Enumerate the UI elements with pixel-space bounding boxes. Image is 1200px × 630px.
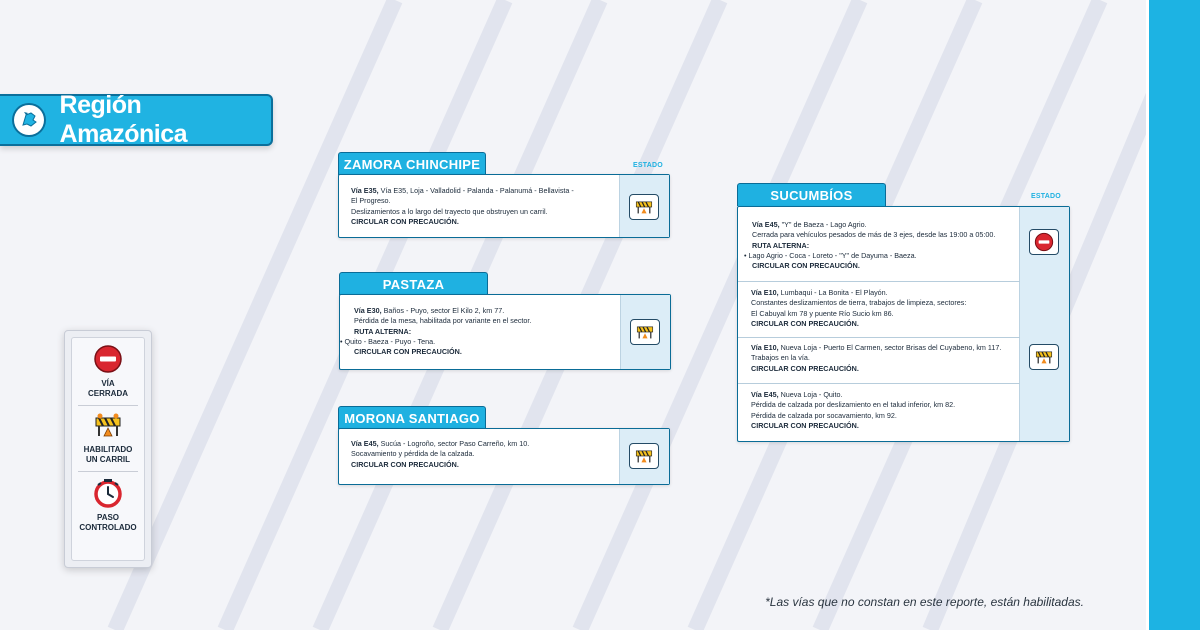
road-entry [744, 220, 996, 271]
status-legend [64, 330, 152, 568]
estado-label: ESTADO [1031, 193, 1061, 200]
entry-line-text: Constantes deslizamientos de tierra, trabajos de limpieza, sectores: [751, 298, 967, 308]
province-name-tab: MORONA SANTIAGO [338, 406, 486, 429]
entry-line-text: Pérdida de la mesa, habilitada por variante en el sector. [354, 316, 532, 326]
road-entry [351, 439, 529, 470]
province-name-tab: ZAMORA CHINCHIPE [338, 152, 486, 175]
legend-item-one-lane [78, 405, 138, 471]
entry-line-text: Lumbaqui - La Bonita - El Playón. [778, 288, 888, 297]
entry-line-text: Vía E35, Loja - Valladolid - Palanda - Palanumá - Bellavista - [378, 186, 574, 195]
province-entries-box [737, 206, 1070, 442]
clock-controlled-icon [93, 478, 123, 508]
entry-line-bold: Vía E10, [751, 343, 779, 352]
entry-line-text: • Quito - Baeza - Puyo - Tena. [340, 336, 436, 346]
entry-line-text: Baños - Puyo, sector El Kilo 2, km 77. [381, 306, 505, 315]
region-map-icon [12, 103, 46, 137]
entry-line-text: Deslizamientos a lo largo del trayecto que obstruyen un carril. [351, 206, 548, 216]
legend-label-line1: PASO [96, 513, 120, 522]
entry-line-bold: CIRCULAR CON PRECAUCIÓN. [351, 216, 459, 226]
entry-line-text: • Lago Agrio - Coca - Loreto - "Y" de Dayuma - Baeza. [744, 250, 917, 260]
entry-line-bold: Vía E45, [752, 220, 780, 229]
estado-label: ESTADO [633, 162, 663, 169]
entry-line-bold: Vía E45, [751, 390, 779, 399]
entry-line-bold: Vía E10, [751, 288, 779, 297]
entry-divider [738, 337, 1020, 338]
entry-line-bold: CIRCULAR CON PRECAUCIÓN. [752, 261, 860, 271]
legend-label-line1: VÍA [101, 379, 115, 388]
legend-label-line2: UN CARRIL [85, 455, 130, 464]
legend-label-line2: CERRADA [88, 389, 128, 398]
entry-line-text: "Y" de Baeza - Lago Agrio. [779, 220, 867, 229]
road-entry [751, 288, 966, 329]
province-name-tab: PASTAZA [339, 272, 488, 295]
entry-line-bold: Vía E35, [351, 186, 379, 195]
entry-line-bold: CIRCULAR CON PRECAUCIÓN. [354, 347, 462, 357]
region-title: Región Amazónica [59, 91, 188, 148]
entry-divider [738, 383, 1020, 384]
one-lane-barrier-icon [93, 412, 123, 440]
one-lane-status-icon [629, 194, 659, 220]
entry-line-text: Cerrada para vehículos pesados de más de 3 ejes, desde las 19:00 a 05:00. [752, 230, 996, 240]
province-entries-box [338, 174, 670, 238]
region-banner [0, 91, 273, 148]
legend-label-line2: CONTROLADO [79, 523, 137, 532]
one-lane-status-icon [1029, 344, 1059, 370]
legend-item-controlled [78, 471, 138, 539]
road-closed-status-icon [1029, 229, 1059, 255]
entry-divider [738, 281, 1020, 282]
road-entry [340, 306, 532, 357]
entry-line-bold: CIRCULAR CON PRECAUCIÓN. [351, 459, 459, 469]
entry-line-text: Pérdida de calzada por deslizamiento en el talud inferior, km 82. [751, 400, 956, 410]
legend-item-closed [72, 338, 144, 405]
entry-line-bold: RUTA ALTERNA: [752, 240, 810, 250]
legend-label-line1: HABILITADO [83, 445, 133, 454]
entry-line-text: Nueva Loja - Quito. [778, 390, 843, 399]
entry-line-bold: CIRCULAR CON PRECAUCIÓN. [751, 318, 859, 328]
entry-line-bold: Vía E45, [351, 439, 379, 448]
province-entries-box [338, 428, 670, 485]
entry-line-bold: CIRCULAR CON PRECAUCIÓN. [751, 363, 859, 373]
province-name-tab: SUCUMBÍOS [737, 183, 886, 206]
entry-line-text: Trabajos en la vía. [751, 353, 810, 363]
entry-line-text: Nueva Loja - Puerto El Carmen, sector Brisas del Cuyabeno, km 117. [778, 343, 1002, 352]
entry-line-text: Pérdida de calzada por socavamiento, km 92. [751, 410, 897, 420]
entry-line-text: El Progreso. [351, 196, 391, 206]
road-closed-icon [93, 344, 123, 374]
entry-line-text: Socavamiento y pérdida de la calzada. [351, 449, 475, 459]
right-accent-band [1146, 0, 1200, 630]
road-entry [351, 186, 574, 227]
entry-line-bold: RUTA ALTERNA: [354, 326, 412, 336]
road-entry [751, 343, 1001, 374]
entry-line-text: El Cabuyal km 78 y puente Río Sucio km 86. [751, 308, 894, 318]
entry-line-bold: CIRCULAR CON PRECAUCIÓN. [751, 420, 859, 430]
province-entries-box [339, 294, 671, 370]
road-entry [751, 390, 955, 431]
one-lane-status-icon [629, 443, 659, 469]
entry-line-text: Sucúa - Logroño, sector Paso Carreño, km 10. [378, 439, 530, 448]
one-lane-status-icon [630, 319, 660, 345]
entry-line-bold: Vía E30, [354, 306, 382, 315]
footnote: *Las vías que no constan en este reporte, están habilitadas. [765, 595, 1084, 609]
